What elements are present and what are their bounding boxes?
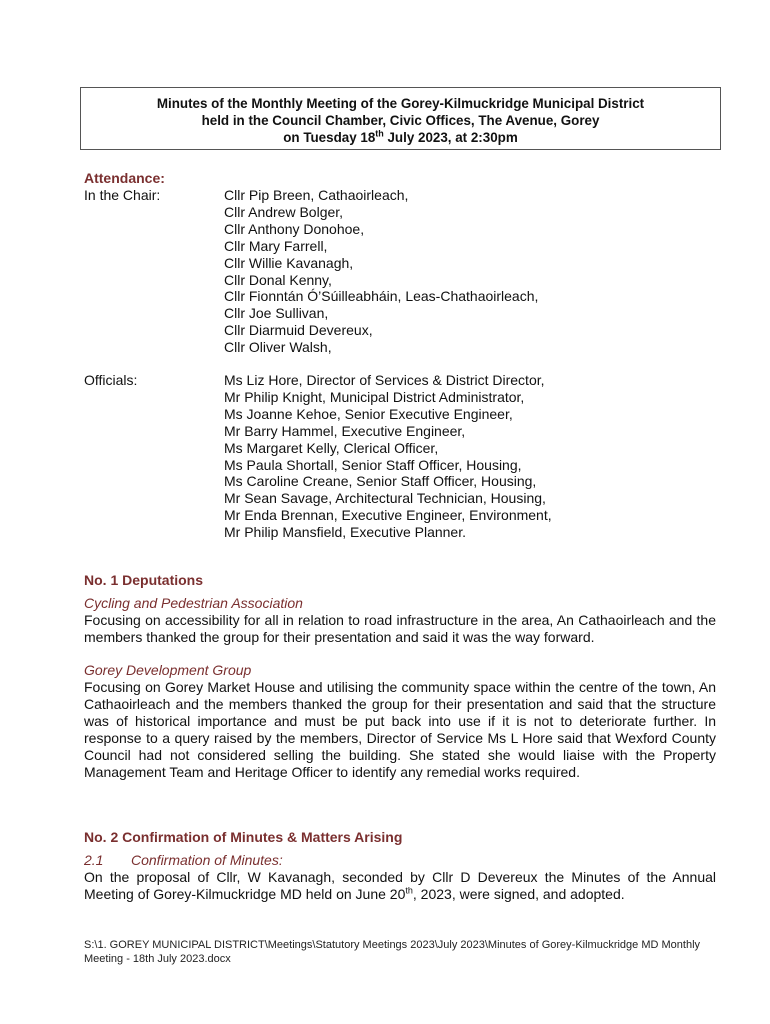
member-item: Cllr Andrew Bolger, <box>224 203 344 220</box>
title-date-post: July 2023, at 2:30pm <box>383 130 518 145</box>
cycling-association-heading: Cycling and Pedestrian Association <box>84 595 303 611</box>
confirmation-text <box>84 869 716 903</box>
member-item: Cllr Willie Kavanagh, <box>224 254 354 271</box>
chair-label: In the Chair: <box>84 187 161 203</box>
confirmation-text-sup: th <box>405 885 413 896</box>
officials-list <box>224 372 552 541</box>
member-item: Cllr Pip Breen, Cathaoirleach, <box>224 187 409 203</box>
section-2-heading: No. 2 Confirmation of Minutes & Matters Arising <box>84 829 403 845</box>
title-date-pre: on Tuesday 18 <box>283 130 376 145</box>
officials-label: Officials: <box>84 372 138 388</box>
title-box <box>80 87 721 150</box>
member-item: Cllr Donal Kenny, <box>224 271 332 288</box>
official-item: Mr Sean Savage, Architectural Technician, Housing, <box>224 490 546 507</box>
members-list <box>224 187 538 356</box>
gorey-development-heading: Gorey Development Group <box>84 662 252 678</box>
item-2-1-heading <box>84 852 283 868</box>
member-item: Cllr Mary Farrell, <box>224 237 328 254</box>
official-item: Ms Liz Hore, Director of Services & District Director, <box>224 372 545 388</box>
member-item: Cllr Diarmuid Devereux, <box>224 322 373 339</box>
confirmation-text-post: , 2023, were signed, and adopted. <box>412 885 625 902</box>
member-item: Cllr Joe Sullivan, <box>224 305 329 322</box>
item-number: 2.1 <box>84 852 104 868</box>
member-item: Cllr Anthony Donohoe, <box>224 220 365 237</box>
official-item: Mr Barry Hammel, Executive Engineer, <box>224 422 466 439</box>
gorey-development-text: Focusing on Gorey Market House and utilising the community space within the centre of the town, An Cathaoirleach and the members thanked the group for their presentation and said that the structure was of historical importance and must be put back into use if it is not to deteriorate further. In response to a query raised by the members, Director of Service Ms L Hore said that Wexford County Council had not considered selling the building. She stated she would liaise with the Property Management Team and Heritage Officer to identify any remedial works required. <box>84 679 716 780</box>
cycling-association-text: Focusing on accessibility for all in relation to road infrastructure in the area, An Cathaoirleach and the members thanked the group for their presentation and said it was the way forward. <box>84 612 716 645</box>
member-item: Cllr Fionntán Ó’Súilleabháin, Leas-Chathaoirleach, <box>224 288 539 305</box>
attendance-heading: Attendance: <box>84 170 165 186</box>
official-item: Ms Margaret Kelly, Clerical Officer, <box>224 439 439 456</box>
official-item: Ms Joanne Kehoe, Senior Executive Engineer, <box>224 405 513 422</box>
title-line-2: held in the Council Chamber, Civic Offices, The Avenue, Gorey <box>201 113 600 128</box>
official-item: Mr Enda Brennan, Executive Engineer, Environment, <box>224 507 552 524</box>
official-item: Mr Philip Mansfield, Executive Planner. <box>224 524 466 541</box>
section-1-heading: No. 1 Deputations <box>84 572 204 588</box>
member-item: Cllr Oliver Walsh, <box>224 339 332 356</box>
official-item: Ms Paula Shortall, Senior Staff Officer, Housing, <box>224 456 522 473</box>
official-item: Mr Philip Knight, Municipal District Administrator, <box>224 388 525 405</box>
confirmation-text-pre: On the proposal of Cllr, W Kavanagh, seconded by Cllr D Devereux the Minutes of the Annual Meeting of Gorey-Kilmuckridge MD held on June 20 <box>84 869 716 902</box>
footer-file-path: S:\1. GOREY MUNICIPAL DISTRICT\Meetings\Statutory Meetings 2023\July 2023\Minutes of Gorey-Kilmuckridge MD Monthly Meeting - 18th July 2023.docx <box>84 939 701 965</box>
title-line-1: Minutes of the Monthly Meeting of the Gorey-Kilmuckridge Municipal District <box>156 96 645 111</box>
item-title: Confirmation of Minutes: <box>131 852 283 868</box>
official-item: Ms Caroline Creane, Senior Staff Officer, Housing, <box>224 473 537 490</box>
title-line-3 <box>81 129 720 146</box>
title-date-sup: th <box>375 128 384 139</box>
